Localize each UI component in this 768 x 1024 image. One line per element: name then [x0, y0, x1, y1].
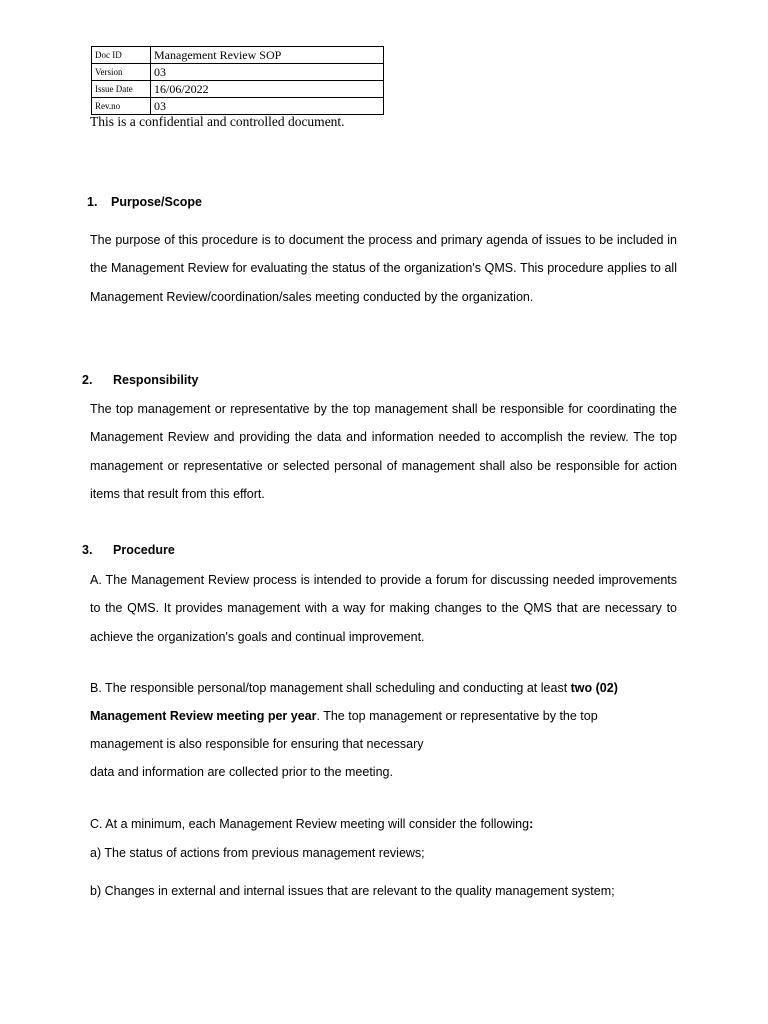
table-row: [92, 81, 384, 98]
procedure-paragraph-b-line-4: data and information are collected prior to the meeting.: [90, 765, 393, 779]
section-title: Responsibility: [113, 373, 199, 387]
section-number: 1.: [87, 195, 98, 209]
para-b-prefix: B. The responsible personal/top management shall scheduling and conducting at least: [90, 681, 571, 695]
list-item-b: b) Changes in external and internal issues that are relevant to the quality management system;: [90, 884, 615, 898]
version-label: Version: [92, 64, 151, 81]
issue-date-label: Issue Date: [92, 81, 151, 98]
purpose-paragraph: The purpose of this procedure is to document the process and primary agenda of issues to be included in the Management Review for evaluating the status of the organization's QMS. This procedure applies to all Management Review/coordination/sales meeting conducted by the organization.: [90, 233, 677, 304]
doc-id-value: Management Review SOP: [151, 47, 384, 64]
issue-date-value: 16/06/2022: [151, 81, 384, 98]
para-c-colon: :: [529, 817, 534, 831]
table-row: [92, 47, 384, 64]
rev-no-value: 03: [151, 98, 384, 115]
section-number: 3.: [82, 543, 93, 557]
section-heading-purpose: [87, 195, 202, 209]
table-row: [92, 98, 384, 115]
confidential-note: This is a confidential and controlled document.: [90, 114, 345, 129]
procedure-paragraph-c: [90, 817, 533, 831]
section-number: 2.: [82, 373, 93, 387]
section-title: Procedure: [113, 543, 175, 557]
doc-id-label: Doc ID: [92, 47, 151, 64]
procedure-paragraph-b-line-3: management is also responsible for ensuring that necessary: [90, 737, 424, 751]
list-item-a: a) The status of actions from previous management reviews;: [90, 846, 425, 860]
section-heading-responsibility: [82, 373, 198, 387]
version-value: 03: [151, 64, 384, 81]
document-control-table: [91, 46, 384, 115]
procedure-paragraph-b-line-1: [90, 681, 618, 695]
section-heading-procedure: [82, 543, 175, 557]
para-c-text: C. At a minimum, each Management Review meeting will consider the following: [90, 817, 530, 831]
para-b-suffix: . The top management or representative by the top: [316, 709, 598, 723]
procedure-paragraph-b-line-2: [90, 709, 598, 723]
procedure-paragraph-a: A. The Management Review process is intended to provide a forum for discussing needed improvements to the QMS. It provides management with a way for making changes to the QMS that are necessary to achieve the organization's goals and continual improvement.: [90, 573, 677, 644]
responsibility-paragraph: The top management or representative by the top management shall be responsible for coordinating the Management Review and providing the data and information needed to accomplish the review. The top management or representative or selected personal of management shall also be responsible for action items that result from this effort.: [90, 402, 677, 501]
para-b-bold-meetings: Management Review meeting per year: [90, 709, 317, 723]
section-title: Purpose/Scope: [111, 195, 202, 209]
para-b-bold-count: two (02): [570, 681, 618, 695]
rev-no-label: Rev.no: [92, 98, 151, 115]
table-row: [92, 64, 384, 81]
